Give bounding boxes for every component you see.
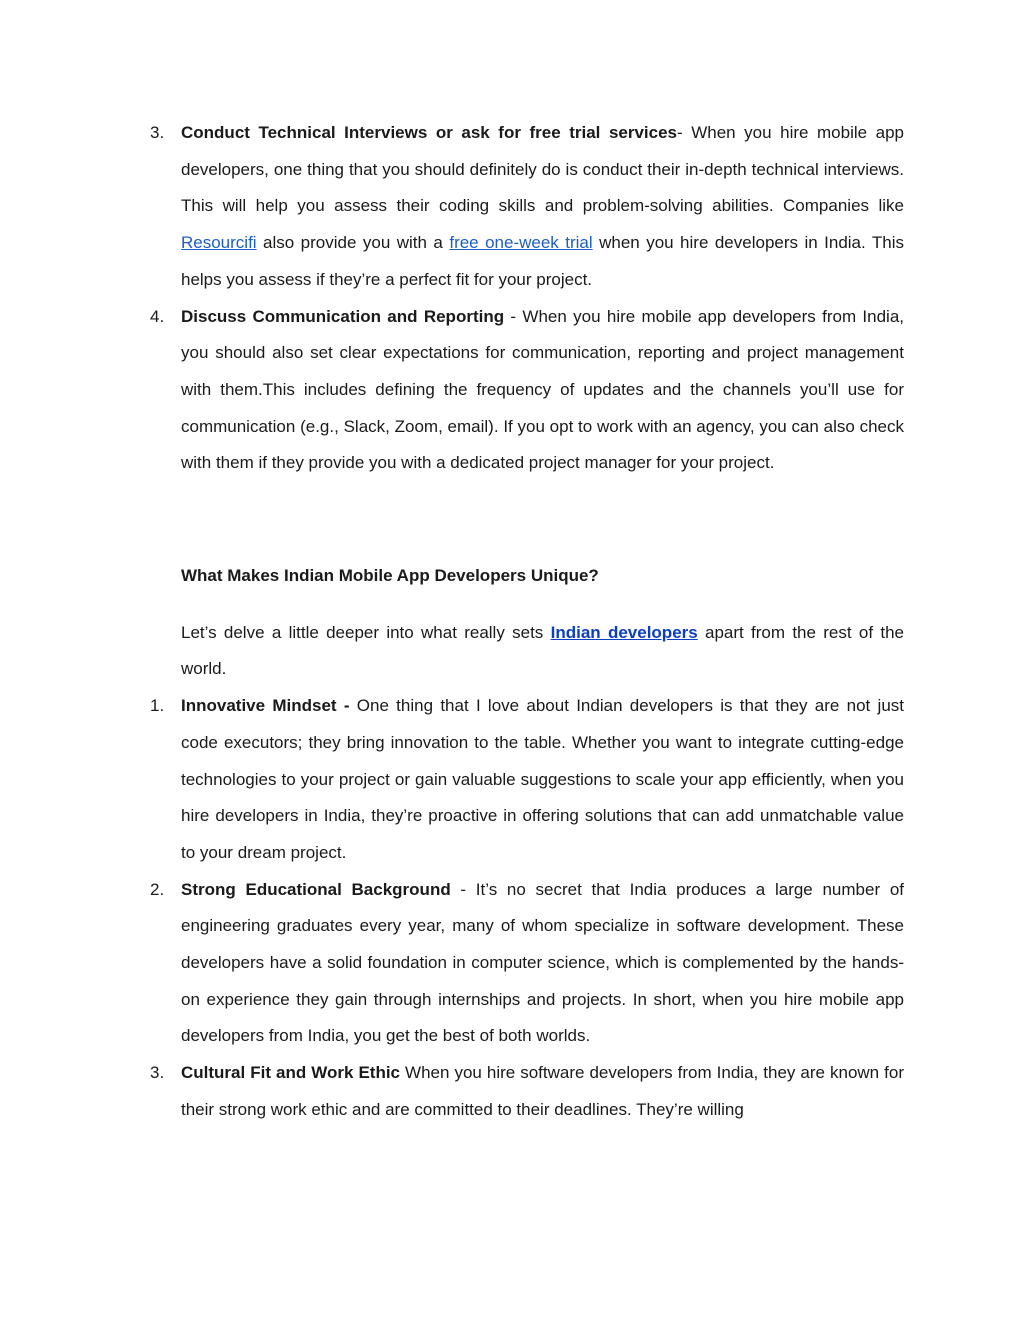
- resourcifi-link[interactable]: Resourcifi: [181, 233, 257, 253]
- item-title: Conduct Technical Interviews or ask for free trial services: [181, 123, 678, 142]
- item-text: when you hire developers in India. This helps you assess if they’re a perfect fit for your project.: [181, 233, 904, 289]
- list-number: 3.: [150, 123, 165, 142]
- item-text: - When you hire mobile app developers, one thing that you should definitely do is conduct their in-depth technical interviews. This will help you assess their coding skills and problem-solving abilities. Companies like: [181, 123, 904, 216]
- item-text: When you hire software developers from India, they are known for their strong work ethic and are committed to their deadlines. They’re willing: [181, 1063, 904, 1119]
- item-title: Innovative Mindset -: [181, 696, 350, 716]
- indian-developers-link[interactable]: Indian developers: [550, 622, 698, 642]
- intro-text: Let’s delve a little deeper into what really sets: [181, 622, 551, 642]
- intro-text: apart from the rest of the world.: [181, 622, 904, 679]
- item-text: also provide you with a: [256, 233, 450, 253]
- tips-list: [146, 115, 904, 482]
- list-number: 2.: [150, 879, 165, 899]
- list-item: [146, 299, 904, 483]
- list-item: [146, 1055, 904, 1128]
- list-number: 3.: [150, 1063, 165, 1083]
- list-number: 1.: [150, 696, 165, 716]
- item-text: One thing that I love about Indian developers is that they are not just code executors; they bring innovation to the table. Whether you want to integrate cutting-edge technologies to your project or gain valuable suggestions to scale your app efficiently, when you hire developers in India, they’re proactive in offering solutions that can add unmatchable value to your dream project.: [181, 696, 904, 862]
- item-text: - It’s no secret that India produces a large number of engineering graduates every year, many of whom specialize in software development. These developers have a solid foundation in computer science, which is complemented by the hands-on experience they gain through internships and projects. In short, when you hire mobile app developers from India, you get the best of both worlds.: [181, 879, 904, 1046]
- document-content: [146, 115, 904, 1129]
- item-text: - When you hire mobile app developers from India, you should also set clear expectations for communication, reporting and project management with them.This includes defining the frequency of updates and the channels you’ll use for communication (e.g., Slack, Zoom, email). If you opt to work with an agency, you can also check with them if they provide you with a dedicated project manager for your project.: [181, 306, 905, 473]
- item-title: Discuss Communication and Reporting: [181, 306, 505, 326]
- item-title: Strong Educational Background: [181, 879, 451, 899]
- list-item: [146, 688, 904, 872]
- section-heading: What Makes Indian Mobile App Developers Unique?: [181, 566, 599, 586]
- section-intro: [146, 615, 904, 688]
- item-title: Cultural Fit and Work Ethic: [181, 1063, 401, 1083]
- list-number: 4.: [150, 306, 165, 326]
- unique-traits-list: [146, 688, 904, 1128]
- list-item: [146, 115, 904, 299]
- free-trial-link[interactable]: free one-week trial: [449, 233, 593, 253]
- list-item: [146, 872, 904, 1056]
